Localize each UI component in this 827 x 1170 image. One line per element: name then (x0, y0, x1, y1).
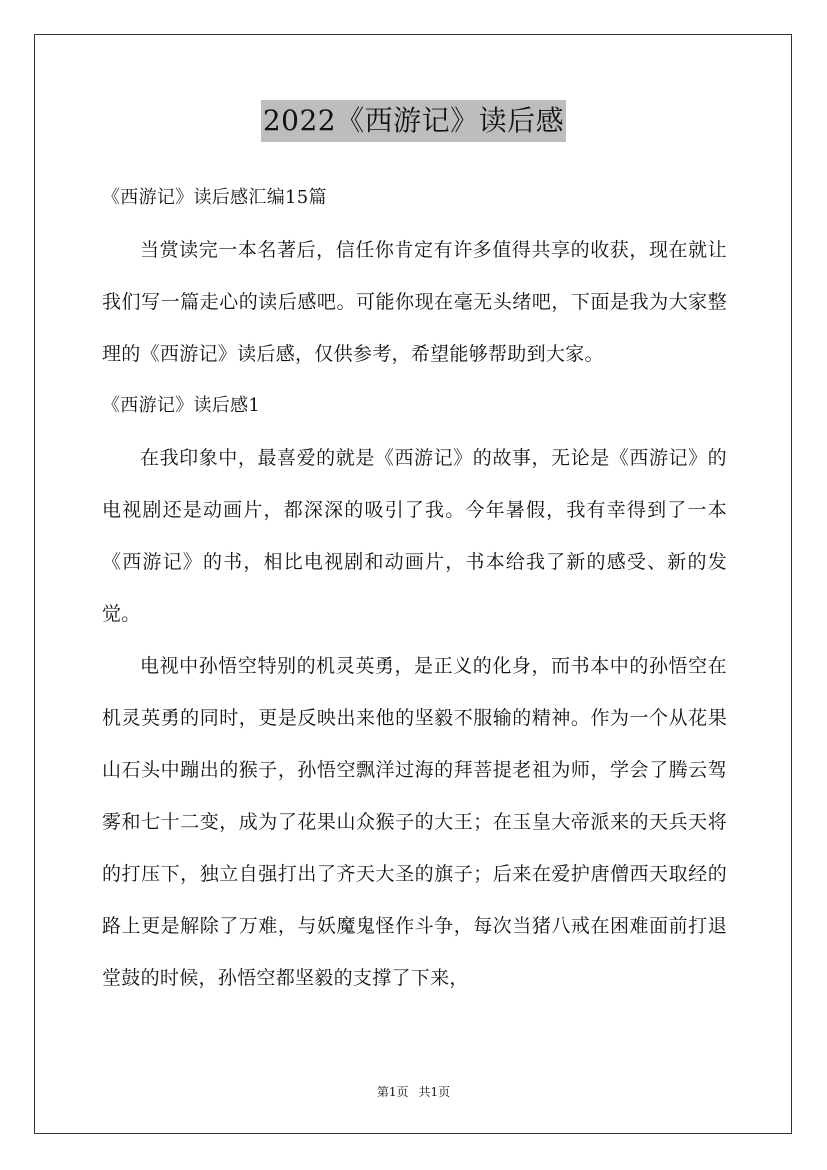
page-footer (0, 1083, 827, 1101)
title-container (0, 100, 827, 142)
page-total: 共1页 (418, 1085, 451, 1099)
intro-paragraph: 当赏读完一本名著后，信任你肯定有许多值得共享的收获，现在就让我们写一篇走心的读后感吧。可能你现在毫无头绪吧，下面是我为大家整理的《西游记》读后感，仅供参考，希望能够帮助到大家。 (102, 239, 727, 365)
document-subtitle: 《西游记》读后感汇编15篇 (102, 187, 327, 208)
section-heading: 《西游记》读后感1 (102, 395, 261, 416)
body-paragraph: 电视中孙悟空特别的机灵英勇，是正义的化身，而书本中的孙悟空在机灵英勇的同时，更是反映出来他的坚毅不服输的精神。作为一个从花果山石头中蹦出的猴子，孙悟空飘洋过海的拜菩提老祖为师，学会了腾云驾雾和七十二变，成为了花果山众猴子的大王；在玉皇大帝派来的天兵天将的打压下，独立自强打出了齐天大圣的旗子；后来在爱护唐僧西天取经的路上更是解除了万难，与妖魔鬼怪作斗争，每次当猪八戒在困难面前打退堂鼓的时候，孙悟空都坚毅的支撑了下来， (102, 655, 727, 989)
document-title: 2022《西游记》读后感 (261, 100, 566, 142)
document-body (102, 172, 727, 1004)
body-paragraph: 在我印象中，最喜爱的就是《西游记》的故事，无论是《西游记》的电视剧还是动画片，都深深的吸引了我。今年暑假，我有幸得到了一本《西游记》的书，相比电视剧和动画片，书本给我了新的感受、新的发觉。 (102, 447, 727, 625)
page-number: 第1页 (376, 1085, 409, 1099)
